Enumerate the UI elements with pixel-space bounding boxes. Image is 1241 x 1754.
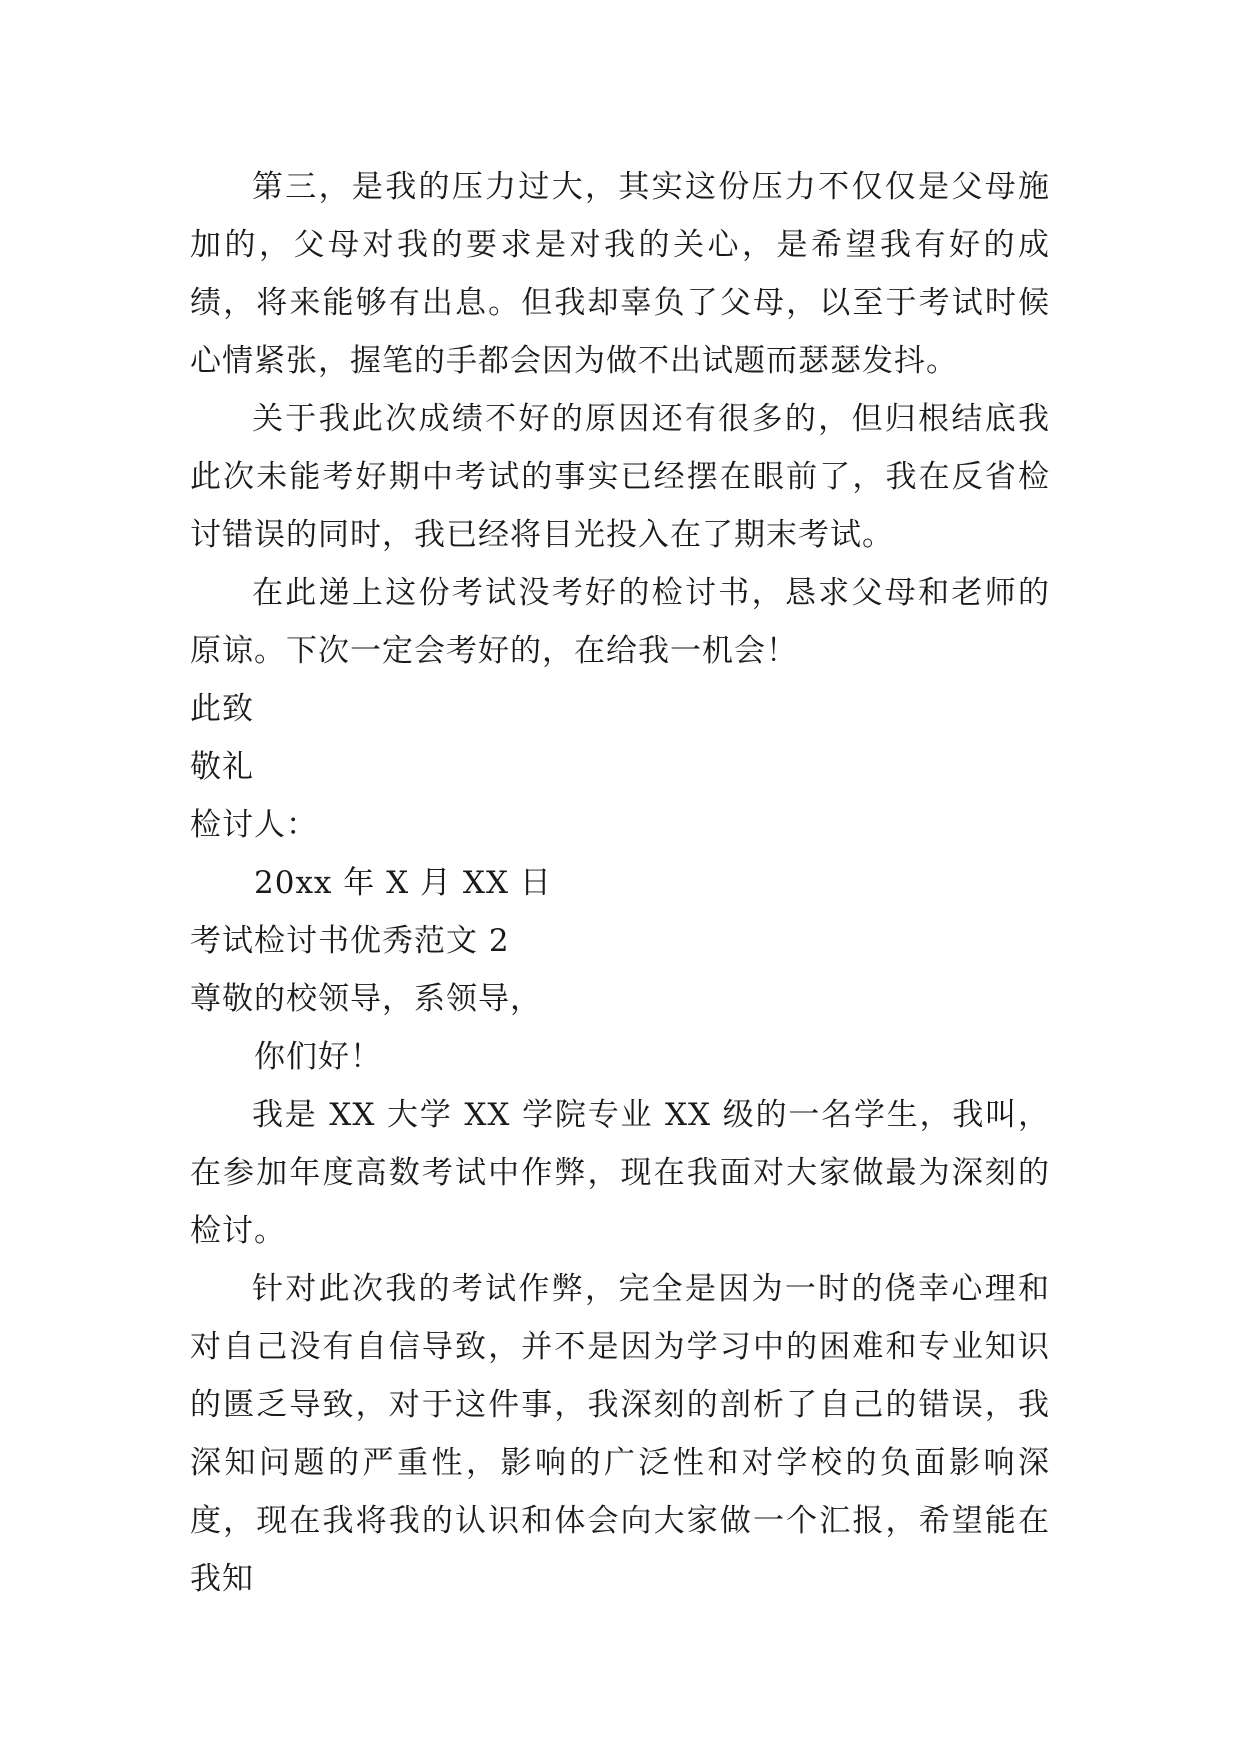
closing-jingli: 敬礼 xyxy=(190,749,254,785)
date-line: 20xx 年 X 月 XX 日 xyxy=(254,865,552,901)
salutation: 尊敬的校领导，系领导， xyxy=(190,981,542,1017)
paragraph-apology: 在此递上这份考试没考好的检讨书，恳求父母和老师的原谅。下次一定会考好的，在给我一机会！ xyxy=(190,575,1050,669)
paragraph-reasons: 关于我此次成绩不好的原因还有很多的，但归根结底我此次未能考好期中考试的事实已经摆在眼前了，我在反省检讨错误的同时，我已经将目光投入在了期末考试。 xyxy=(190,401,1050,553)
paragraph-pressure: 第三，是我的压力过大，其实这份压力不仅仅是父母施加的，父母对我的要求是对我的关心，是希望我有好的成绩，将来能够有出息。但我却辜负了父母，以至于考试时候心情紧张，握笔的手都会因为做不出试题而瑟瑟发抖。 xyxy=(190,169,1050,379)
document-body xyxy=(190,158,1050,1608)
paragraph-cheating-analysis: 针对此次我的考试作弊，完全是因为一时的侥幸心理和对自己没有自信导致，并不是因为学习中的困难和专业知识的匮乏导致，对于这件事，我深刻的剖析了自己的错误，我深知问题的严重性，影响的广泛性和对学校的负面影响深度，现在我将我的认识和体会向大家做一个汇报，希望能在我知 xyxy=(190,1271,1050,1597)
greeting: 你们好！ xyxy=(254,1039,382,1075)
signer-label: 检讨人： xyxy=(190,807,318,843)
section-title: 考试检讨书优秀范文 2 xyxy=(190,923,510,959)
closing-cizhi: 此致 xyxy=(190,691,254,727)
paragraph-introduction: 我是 XX 大学 XX 学院专业 XX 级的一名学生，我叫，在参加年度高数考试中作弊，现在我面对大家做最为深刻的检讨。 xyxy=(190,1097,1050,1249)
